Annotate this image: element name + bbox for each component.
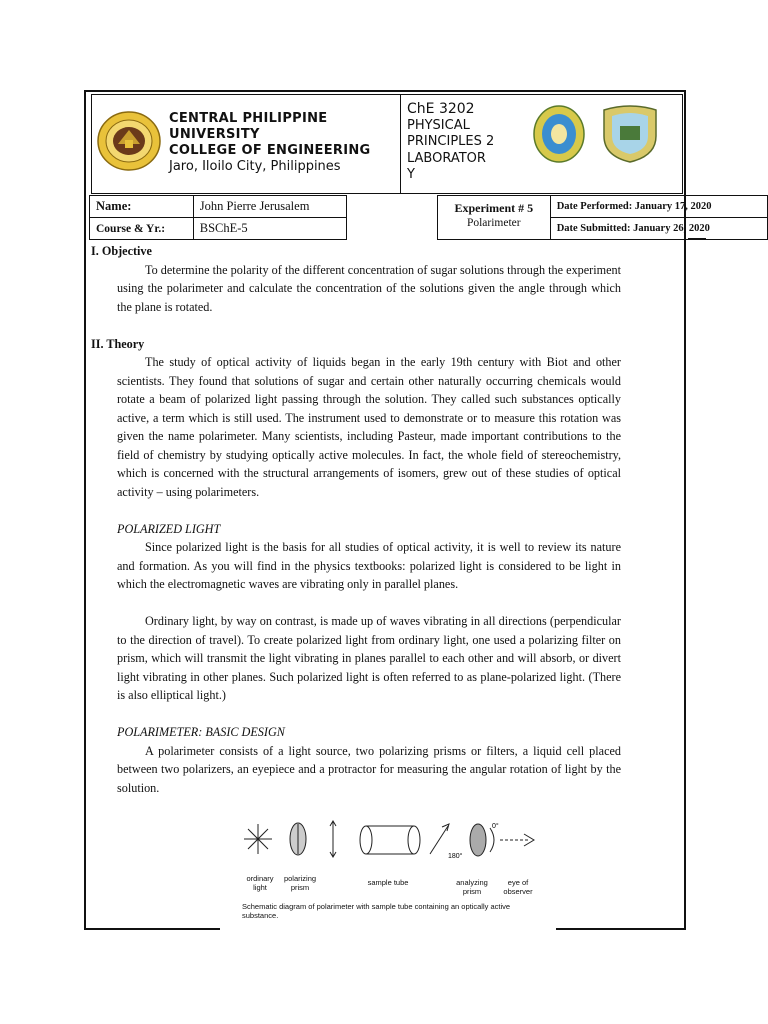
- department-seal-icon: [532, 104, 586, 164]
- polarized-light-paragraph: Since polarized light is the basis for all studies of optical activity, it is well to review its nature and formation. As you will find in the physics textbooks: polarized light is considered to be light in which the electromagnetic waves are vibrating only in parallel planes.: [117, 540, 621, 591]
- table-extension-line: [688, 238, 706, 239]
- polarimeter-schematic-icon: [238, 814, 548, 874]
- angle-zero-label: 0°: [492, 823, 499, 830]
- date-performed: Date Performed: January 17, 2020: [550, 196, 767, 218]
- label-eye-of-observer: eye of observer: [503, 878, 533, 896]
- location: Jaro, Iloilo City, Philippines: [169, 159, 341, 174]
- angle-180-label: 180°: [448, 853, 463, 860]
- college-name: COLLEGE OF ENGINEERING: [169, 143, 371, 158]
- spacer-cell: [347, 196, 438, 218]
- course-code: ChE 3202: [407, 101, 475, 117]
- polarized-light-heading: POLARIZED LIGHT: [117, 521, 221, 536]
- info-table: [89, 195, 768, 240]
- header-divider: [400, 94, 401, 194]
- experiment-number: Experiment # 5: [454, 201, 534, 215]
- university-name-line2: UNIVERSITY: [169, 127, 260, 142]
- university-block: [169, 111, 370, 175]
- course-year-label: Course & Yr.:: [90, 218, 194, 240]
- course-title-line1: PHYSICAL: [407, 117, 470, 133]
- university-seal-icon: [96, 110, 162, 172]
- report-body: [91, 242, 621, 797]
- figure-caption: Schematic diagram of polarimeter with sample tube containing an optically active substance.: [242, 902, 511, 920]
- university-name-line1: CENTRAL PHILIPPINE: [169, 111, 328, 126]
- label-polarizing-prism: polarizing prism: [283, 874, 317, 892]
- label-ordinary-light: ordinary light: [246, 874, 274, 892]
- name-label: Name:: [90, 196, 194, 218]
- label-sample-tube: sample tube: [367, 878, 409, 887]
- course-block: [407, 101, 499, 184]
- ordinary-light-paragraph: Ordinary light, by way on contrast, is made up of waves vibrating in all directions (perpendicular to the direction of travel). To create polarized light from ordinary light, one used a polarizing filter on prism, which will transmit the light vibrating in planes parallel to each other and will absorb, or divert light vibrating in other planes. Such polarized light is often referred to as plane-polarized light. (There is also elliptical light.): [117, 614, 621, 702]
- theory-paragraph: The study of optical activity of liquids began in the early 19th century with Biot and other scientists. They found that solutions of sugar and certain other naturally occurring chemicals would rotate a beam of polarized light passing through the solution. They called such substances optically active, a term which is still used. The instrument used to demonstrate or to measure this rotation was given the name polarimeter. Many scientists, including Pasteur, made important contributions to the field of chemistry by studying optically active molecules. In fact, the whole field of stereochemistry, which is concerned with the structural arrangements of isomers, grew out of these studies of optical activity – using polarimeters.: [117, 355, 621, 499]
- course-title-line4: Y: [407, 167, 415, 182]
- course-year-value: BSChE-5: [193, 218, 347, 240]
- spacer-cell-2: [347, 218, 438, 240]
- basic-design-paragraph: A polarimeter consists of a light source, two polarizing prisms or filters, a liquid cell placed between two polarizers, an eyepiece and a protractor for measuring the angular rotation of light by the solution.: [117, 743, 621, 795]
- objective-paragraph: To determine the polarity of the different concentration of sugar solutions through the experiment using the polarimeter and calculate the concentration of the solutions given the angle through which the plane is rotated.: [117, 262, 621, 314]
- date-submitted: Date Submitted: January 26, 2020: [550, 218, 767, 240]
- objective-heading: I. Objective: [91, 244, 152, 258]
- course-title-line3: LABORATOR: [407, 150, 486, 166]
- experiment-title: Polarimeter: [466, 217, 521, 229]
- name-value: John Pierre Jerusalem: [193, 196, 347, 218]
- experiment-cell: [437, 196, 550, 240]
- polarimeter-diagram: [238, 814, 548, 932]
- label-analyzing-prism: analyzing prism: [456, 878, 488, 896]
- theory-heading: II. Theory: [91, 336, 145, 351]
- basic-design-heading: POLARIMETER: BASIC DESIGN: [117, 725, 285, 739]
- organization-logo-icon: [600, 102, 660, 164]
- course-title-line2: PRINCIPLES 2: [407, 134, 495, 149]
